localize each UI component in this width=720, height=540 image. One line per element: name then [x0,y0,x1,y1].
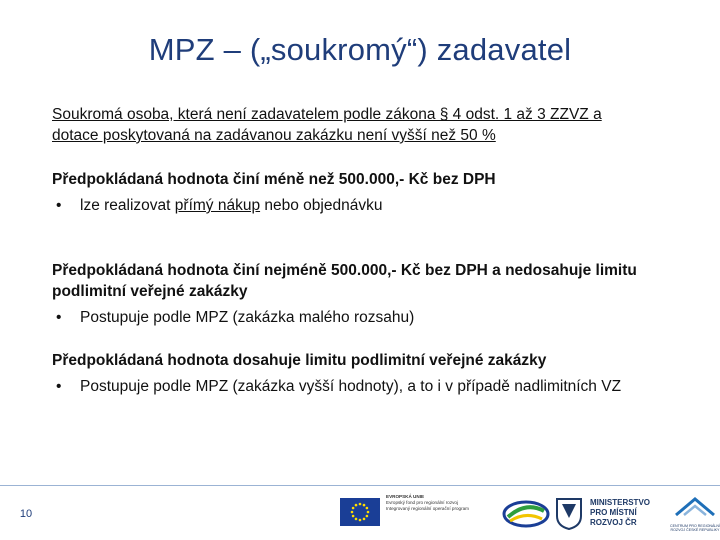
bullet-item [52,195,652,216]
crr-logo [670,495,720,535]
direct-purchase-link[interactable]: přímý nákup [174,197,261,214]
slide-content [52,104,652,419]
footer-logos [340,491,720,537]
bullet-text-after: nebo objednávku [264,197,383,214]
page-number: 10 [19,508,33,520]
eu-line-2: Evropský fond pro regionální rozvoj [386,500,459,505]
bullet-text: Postupuje podle MPZ (zakázka malého rozsahu) [80,309,415,326]
intro-text: Soukromá osoba, která není zadavatelem podle zákona § 4 odst. 1 až 3 ZZVZ a dotace poskytovaná na zadávanou zakázku není vyšší než 50 % [52,106,602,144]
ministry-line-2: PRO MÍSTNÍ [590,508,637,517]
bullet-text: lze realizovat [80,197,171,214]
ministry-emblem-icon [554,496,584,530]
block-heading: Předpokládaná hodnota činí nejméně 500.000,- Kč bez DPH a nedosahuje limitu podlimitní veřejné zakázky [52,262,637,300]
bullet-item [52,376,652,397]
footer-divider [0,485,720,486]
crr-text: CENTRUM PRO REGIONÁLNÍ ROZVOJ ČESKÉ REPUBLIKY [670,524,720,533]
bullet-marker: • [56,197,62,214]
block-heading: Předpokládaná hodnota dosahuje limitu podlimitní veřejné zakázky [52,352,547,369]
eu-line-3: Integrovaný regionální operační program [386,506,469,511]
eu-program-text [386,494,486,512]
crr-swoosh-icon [670,495,720,519]
ministry-line-1: MINISTERSTVO [590,498,651,507]
block-limit [52,350,652,397]
bullet-marker: • [56,309,62,326]
ministry-line-3: ROZVOJ ČR [590,518,637,527]
block-heading: Předpokládaná hodnota činí méně než 500.000,- Kč bez DPH [52,171,496,188]
irop-logo-icon [502,499,550,529]
bullet-item [52,307,652,328]
bullet-marker: • [56,378,62,395]
block-under-500k [52,169,652,216]
eu-flag-icon [340,498,380,526]
ministry-text [590,498,662,528]
bullet-text: Postupuje podle MPZ (zakázka vyšší hodnoty), a to i v případě nadlimitních VZ [80,378,622,395]
block-over-500k [52,260,652,328]
slide-title: MPZ – („soukromý“) zadavatel [148,32,572,67]
eu-line-1: EVROPSKÁ UNIE [386,494,425,499]
